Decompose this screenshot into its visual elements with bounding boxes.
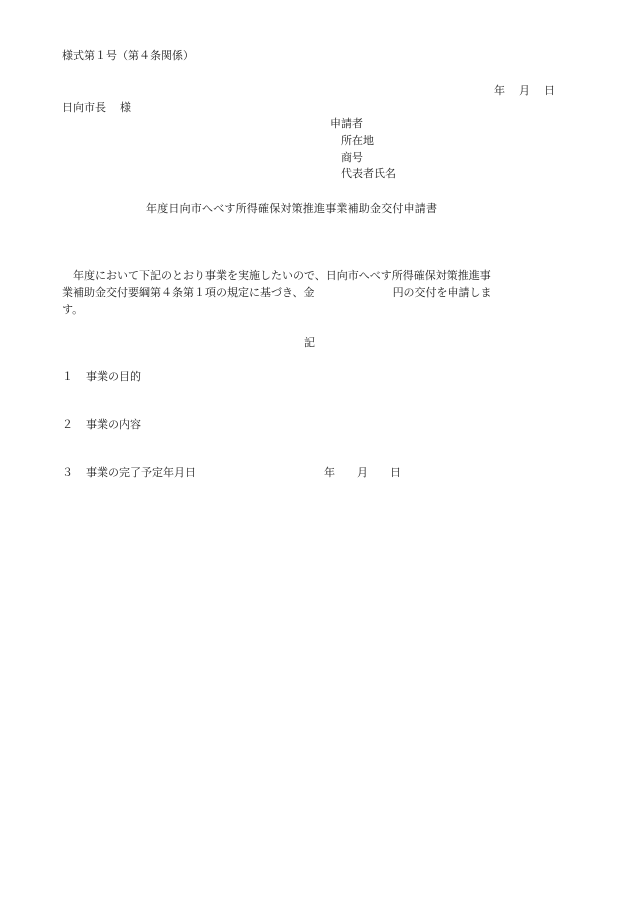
ki-label: 記	[304, 336, 315, 349]
form-number: 様式第１号（第４条関係）	[62, 49, 194, 62]
item-completion-date	[62, 466, 401, 479]
item-label: 事業の完了予定年月日	[86, 466, 196, 479]
item-label: 事業の内容	[86, 418, 141, 431]
item-number: ３	[62, 466, 73, 479]
addressee	[62, 101, 131, 114]
item-number: １	[62, 370, 73, 383]
application-body	[62, 267, 562, 318]
body-line-2-after: 円の交付を申請しま	[392, 286, 492, 299]
item-label: 事業の目的	[86, 370, 141, 383]
addressee-suffix: 様	[120, 101, 131, 114]
date-day-label: 日	[544, 84, 555, 97]
item-content	[62, 418, 141, 431]
item-purpose	[62, 370, 141, 383]
applicant-representative-label: 代表者氏名	[341, 167, 396, 180]
addressee-name: 日向市長	[62, 101, 106, 114]
item-number: ２	[62, 418, 73, 431]
body-line-2	[62, 284, 562, 301]
applicant-address-label: 所在地	[341, 134, 374, 147]
date-month-label: 月	[519, 84, 530, 97]
applicant-trade-name-label: 商号	[341, 151, 363, 164]
completion-month-label: 月	[357, 466, 368, 479]
applicant-label: 申請者	[330, 117, 363, 130]
body-line-1-text: 年度において下記のとおり事業を実施したいので、日向市へべす所得確保対策推進事	[73, 269, 491, 282]
date-line	[494, 84, 555, 97]
completion-year-label: 年	[324, 466, 335, 479]
date-year-label: 年	[494, 84, 505, 97]
body-line-3: す。	[62, 303, 84, 316]
body-line-2-before: 業補助金交付要綱第４条第１項の規定に基づき、金	[62, 286, 315, 299]
body-line-1	[62, 267, 562, 284]
completion-day-label: 日	[390, 466, 401, 479]
document-title: 年度日向市へべす所得確保対策推進事業補助金交付申請書	[146, 202, 438, 215]
